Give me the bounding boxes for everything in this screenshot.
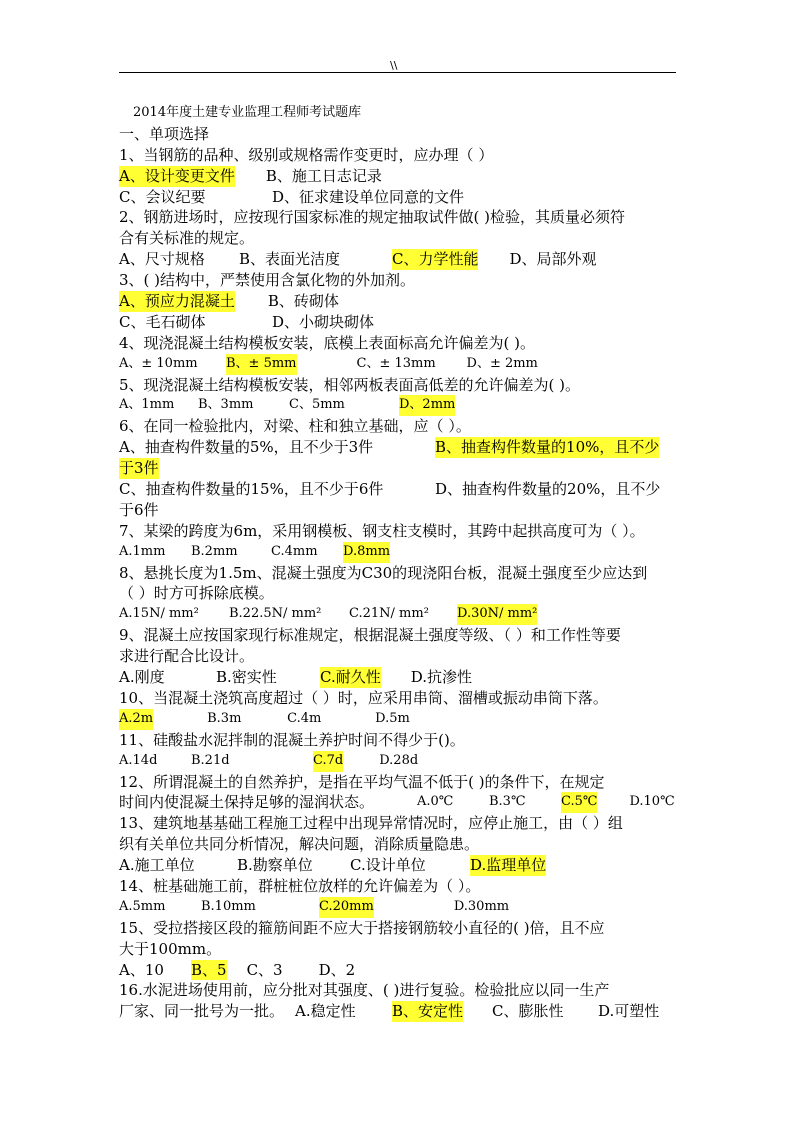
q2-option-b: B、表面光洁度 xyxy=(239,250,341,269)
q9-option-c: C.耐久性 xyxy=(320,668,381,687)
q10-option-b: B.3m xyxy=(207,710,242,726)
q16-option-d: D.可塑性 xyxy=(598,1002,660,1021)
q8-option-b: B.22.5N/ mm² xyxy=(229,606,322,622)
q4-option-d: D、± 2mm xyxy=(466,355,538,371)
section-heading: 一、单项选择 xyxy=(119,124,210,143)
q15-option-c: C、3 xyxy=(246,960,283,979)
question-3-stem: 3、( )结构中，严禁使用含氯化物的外加剂。 xyxy=(119,271,416,290)
q10-option-a: A.2m xyxy=(119,709,153,730)
q15-option-d: D、2 xyxy=(318,960,356,979)
q5-option-d: D、2mm xyxy=(399,395,455,416)
question-8-options xyxy=(119,604,679,625)
q7-option-d: D.8mm xyxy=(343,542,390,563)
q12-option-b: B.3℃ xyxy=(489,794,526,810)
q4-option-c: C、± 13mm xyxy=(356,355,436,371)
q2-option-d: D、局部外观 xyxy=(509,250,597,269)
q11-option-d: D.28d xyxy=(379,752,419,768)
question-12-stem-line1: 12、所谓混凝土的自然养护，是指在平均气温不低于( )的条件下，在规定 xyxy=(119,772,605,791)
question-13-stem-line1: 13、建筑地基基础工程施工过程中出现异常情况时，应停止施工，由（ ）组 xyxy=(119,814,623,833)
q14-option-b: B.10mm xyxy=(201,898,256,914)
document-body xyxy=(119,103,679,1022)
question-15-stem-line2: 大于100mm。 xyxy=(119,939,222,958)
q15-option-a: A、10 xyxy=(119,960,164,979)
question-4-stem: 4、现浇混凝土结构模板安装，底模上表面标高允许偏差为( )。 xyxy=(119,333,536,352)
q4-option-a: A、± 10mm xyxy=(119,355,198,371)
question-15-stem-line1: 15、受拉搭接区段的箍筋间距不应大于搭接钢筋较小直径的( )倍，且不应 xyxy=(119,918,605,937)
q8-option-c: C.21N/ mm² xyxy=(349,606,429,622)
question-6-options-row2 xyxy=(119,479,679,500)
q8-option-d: D.30N/ mm² xyxy=(457,604,537,625)
q12-option-a: A.0℃ xyxy=(417,794,454,810)
question-6-stem: 6、在同一检验批内，对梁、柱和独立基础，应（ ）。 xyxy=(119,417,471,436)
q11-option-b: B.21d xyxy=(191,752,230,768)
question-2-options xyxy=(119,249,679,270)
question-6-options-row1 xyxy=(119,437,679,458)
question-5-options xyxy=(119,395,679,416)
question-8-stem-line1: 8、悬挑长度为1.5m、混凝土强度为C30的现浇阳台板，混凝土强度至少应达到 xyxy=(119,563,648,582)
question-1-stem: 1、当钢筋的品种、级别或规格需作变更时，应办理（ ） xyxy=(119,145,494,164)
q1-option-b: B、施工日志记录 xyxy=(265,166,382,185)
q16-option-c: C、膨胀性 xyxy=(492,1002,564,1021)
q11-option-c: C.7d xyxy=(313,751,343,772)
q13-option-b: B.勘察单位 xyxy=(237,856,313,875)
q16-stem-line2-text: 厂家、同一批号为一批。 xyxy=(119,1002,285,1021)
question-12-stem-line2 xyxy=(119,792,679,813)
question-16-stem-line1: 16.水泥进场使用前，应分批对其强度、( )进行复验。检验批应以同一生产 xyxy=(119,981,610,1000)
q16-option-a: A.稳定性 xyxy=(295,1002,356,1021)
question-3-options-row1 xyxy=(119,291,679,312)
q8-option-a: A.15N/ mm² xyxy=(119,606,199,622)
q9-option-d: D.抗渗性 xyxy=(410,668,472,687)
question-11-stem: 11、硅酸盐水泥拌制的混凝土养护时间不得少于()。 xyxy=(119,730,465,749)
header-rule xyxy=(119,72,676,73)
q10-option-d: D.5m xyxy=(375,710,410,726)
question-9-stem-line1: 9、混凝土应按国家现行标准规定，根据混凝土强度等级、（ ）和工作性等要 xyxy=(119,626,621,645)
q2-option-a: A、尺寸规格 xyxy=(119,250,205,269)
q3-option-a: A、预应力混凝土 xyxy=(119,292,235,311)
q6-option-a: A、抽查构件数量的5%，且不少于3件 xyxy=(119,438,374,457)
question-13-options xyxy=(119,855,679,876)
document-title: 2014年度土建专业监理工程师考试题库 xyxy=(133,105,362,120)
q14-option-d: D.30mm xyxy=(453,898,510,914)
question-1-options-row2 xyxy=(119,187,679,208)
question-4-options xyxy=(119,354,679,375)
q12-option-d: D.10℃ xyxy=(629,794,675,810)
q6-option-d: D、抽查构件数量的20%，且不少 xyxy=(435,480,661,499)
header-mark: \\ xyxy=(390,59,398,72)
q3-option-c: C、毛石砌体 xyxy=(119,312,206,331)
q6-option-b: B、抽查构件数量的10%，且不少 xyxy=(435,438,660,457)
q3-option-d: D、小砌块砌体 xyxy=(272,312,375,331)
question-9-options xyxy=(119,667,679,688)
question-6-options-row2-cont: 于6件 xyxy=(119,500,159,519)
question-2-stem-line2: 合有关标准的规定。 xyxy=(119,229,255,248)
q12-stem-line2-text: 时间内使混凝土保持足够的湿润状态。 xyxy=(119,793,375,812)
question-8-stem-line2: （ ）时方可拆除底模。 xyxy=(119,584,274,603)
q7-option-b: B.2mm xyxy=(191,543,238,559)
question-3-options-row2 xyxy=(119,312,679,333)
q3-option-b: B、砖砌体 xyxy=(267,292,339,311)
q16-option-b: B、安定性 xyxy=(392,1002,464,1021)
q1-option-a: A、设计变更文件 xyxy=(119,166,235,185)
q5-option-c: C、5mm xyxy=(289,397,345,413)
q4-option-b: B、± 5mm xyxy=(226,354,297,375)
q13-option-c: C.设计单位 xyxy=(350,856,426,875)
q5-option-a: A、1mm xyxy=(119,397,175,413)
q14-option-c: C.20mm xyxy=(319,897,374,918)
question-6-options-row1-cont xyxy=(119,458,679,479)
q1-option-d: D、征求建设单位同意的文件 xyxy=(272,187,465,206)
q2-option-c: C、力学性能 xyxy=(392,250,479,269)
q7-option-c: C.4mm xyxy=(271,543,318,559)
q13-option-a: A.施工单位 xyxy=(119,856,195,875)
question-10-options xyxy=(119,709,679,730)
question-2-stem-line1: 2、钢筋进场时，应按现行国家标准的规定抽取试件做( )检验，其质量必须符 xyxy=(119,208,626,227)
q13-option-d: D.监理单位 xyxy=(470,856,547,875)
question-1-options-row1 xyxy=(119,166,679,187)
q5-option-b: B、3mm xyxy=(198,397,254,413)
q7-option-a: A.1mm xyxy=(119,543,166,559)
q9-option-a: A.刚度 xyxy=(119,668,165,687)
q6-option-c: C、抽查构件数量的15%，且不少于6件 xyxy=(119,480,384,499)
q14-option-a: A.5mm xyxy=(119,898,166,914)
q11-option-a: A.14d xyxy=(119,752,158,768)
question-14-stem: 14、桩基础施工前，群桩桩位放样的允许偏差为（ ）。 xyxy=(119,876,481,895)
q10-option-c: C.4m xyxy=(287,710,322,726)
question-7-stem: 7、某梁的跨度为6m，采用钢模板、钢支柱支模时，其跨中起拱高度可为（ ）。 xyxy=(119,521,645,540)
question-5-stem: 5、现浇混凝土结构模板安装，相邻两板表面高低差的允许偏差为( )。 xyxy=(119,375,581,394)
q12-option-c: C.5℃ xyxy=(561,792,597,813)
question-7-options xyxy=(119,542,679,563)
question-11-options xyxy=(119,751,679,772)
q15-option-b: B、5 xyxy=(191,960,227,979)
question-9-stem-line2: 求进行配合比设计。 xyxy=(119,647,255,666)
q6-option-b-cont: 于3件 xyxy=(119,459,159,478)
q1-option-c: C、会议纪要 xyxy=(119,187,206,206)
question-14-options xyxy=(119,897,679,918)
q9-option-b: B.密实性 xyxy=(216,668,277,687)
question-16-stem-line2 xyxy=(119,1001,679,1022)
question-10-stem: 10、当混凝土浇筑高度超过（ ）时，应采用串筒、溜槽或振动串筒下落。 xyxy=(119,688,608,707)
question-15-options xyxy=(119,960,679,981)
question-13-stem-line2: 织有关单位共同分析情况，解决问题，消除质量隐患。 xyxy=(119,835,480,854)
